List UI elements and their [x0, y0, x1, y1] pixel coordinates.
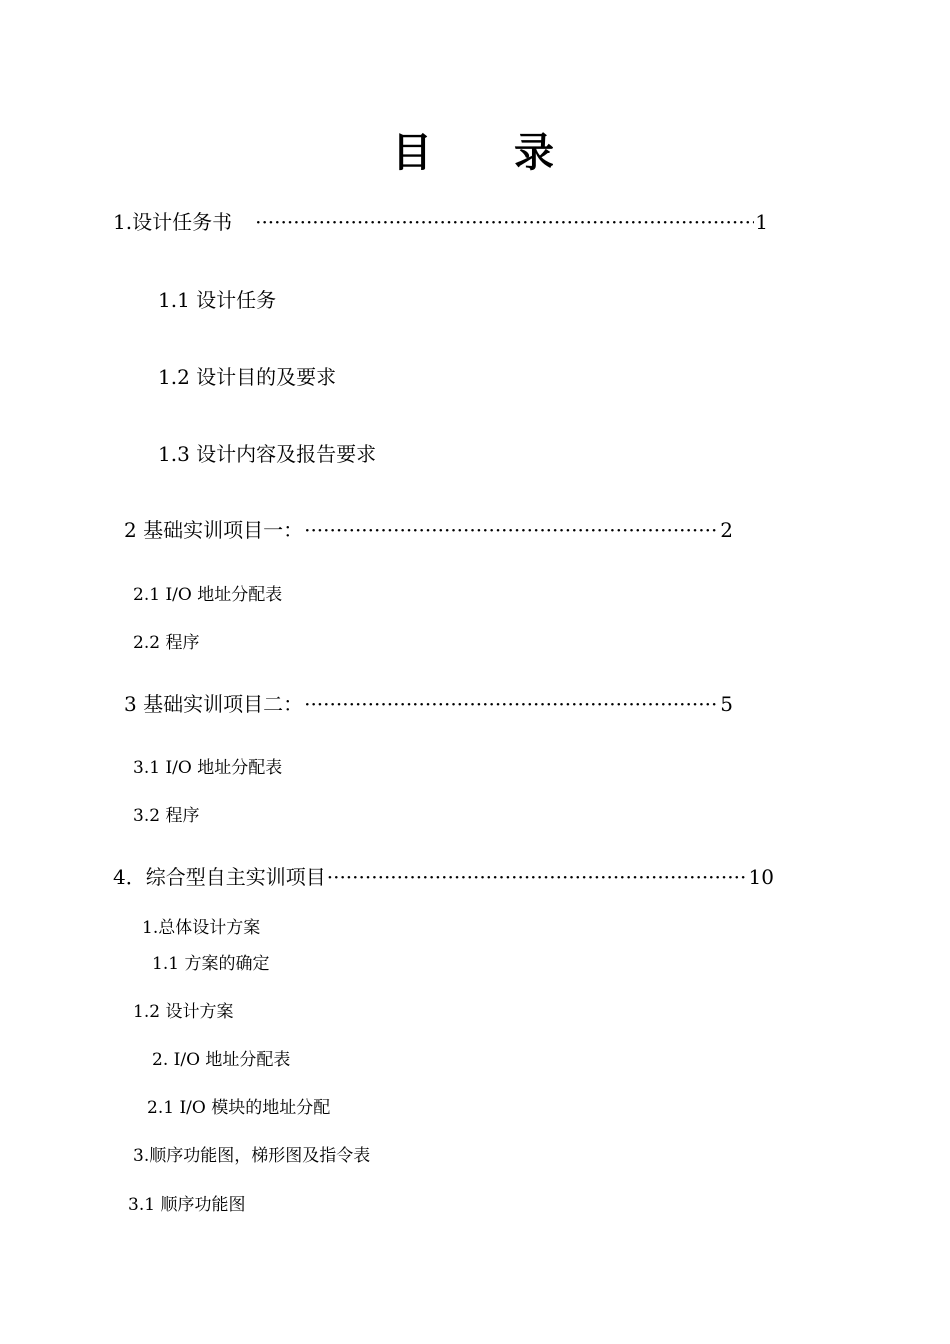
toc-entry[interactable] — [133, 760, 282, 777]
toc-entry[interactable] — [142, 920, 260, 937]
toc-entry-label: 3.2 程序 — [133, 806, 200, 826]
toc-entry[interactable] — [133, 635, 199, 652]
toc-page-number: 5 — [720, 692, 733, 716]
toc-entry[interactable] — [113, 212, 768, 232]
toc-entry-label: 2.2 程序 — [133, 633, 200, 653]
toc-entry-label: 2.1 I/O 模块的地址分配 — [147, 1098, 331, 1118]
toc-entry[interactable] — [158, 444, 376, 464]
toc-title: 目 录 — [392, 129, 588, 176]
toc-entry-label: 3.1 顺序功能图 — [128, 1195, 246, 1215]
toc-entry[interactable] — [128, 1197, 245, 1214]
toc-page-number: 10 — [748, 865, 774, 889]
toc-entry-label: 1.设计任务书 — [113, 210, 233, 234]
toc-entry-label: 4．综合型自主实训项目 — [113, 865, 326, 889]
toc-entry[interactable] — [133, 1004, 233, 1021]
toc-entry-label: 3.1 I/O 地址分配表 — [133, 758, 283, 778]
toc-page-number: 2 — [720, 518, 733, 542]
toc-entry-label: 1.2 设计方案 — [133, 1002, 234, 1022]
toc-leader-dots — [327, 867, 748, 887]
toc-entry[interactable] — [133, 587, 282, 604]
toc-entry-label: 1.1 方案的确定 — [152, 954, 270, 974]
toc-entry[interactable] — [124, 694, 733, 714]
toc-entry-label: 1.2 设计目的及要求 — [158, 365, 337, 389]
toc-entry[interactable] — [152, 956, 269, 973]
toc-entry[interactable] — [158, 290, 276, 310]
toc-page-number: 1 — [755, 210, 768, 234]
toc-entry-label: 2.1 I/O 地址分配表 — [133, 585, 283, 605]
toc-entry[interactable] — [147, 1100, 330, 1117]
toc-entry-label: 2. I/O 地址分配表 — [152, 1050, 291, 1070]
toc-entry[interactable] — [124, 520, 733, 540]
toc-entry-label: 1.总体设计方案 — [142, 918, 261, 938]
toc-entry[interactable] — [152, 1052, 290, 1069]
toc-entry-label: 1.3 设计内容及报告要求 — [158, 442, 377, 466]
toc-entry[interactable] — [133, 1148, 370, 1165]
toc-leader-dots — [304, 520, 719, 540]
toc-leader-dots — [255, 212, 754, 232]
toc-entry-label: 2 基础实训项目一： — [124, 518, 304, 542]
toc-entry-label: 3.顺序功能图，梯形图及指令表 — [133, 1146, 371, 1166]
toc-entry[interactable] — [158, 367, 336, 387]
toc-entry-label: 3 基础实训项目二： — [124, 692, 304, 716]
toc-entry[interactable] — [133, 808, 199, 825]
toc-entry[interactable] — [113, 867, 774, 887]
toc-entry-label: 1.1 设计任务 — [158, 288, 277, 312]
toc-leader-dots — [304, 694, 719, 714]
